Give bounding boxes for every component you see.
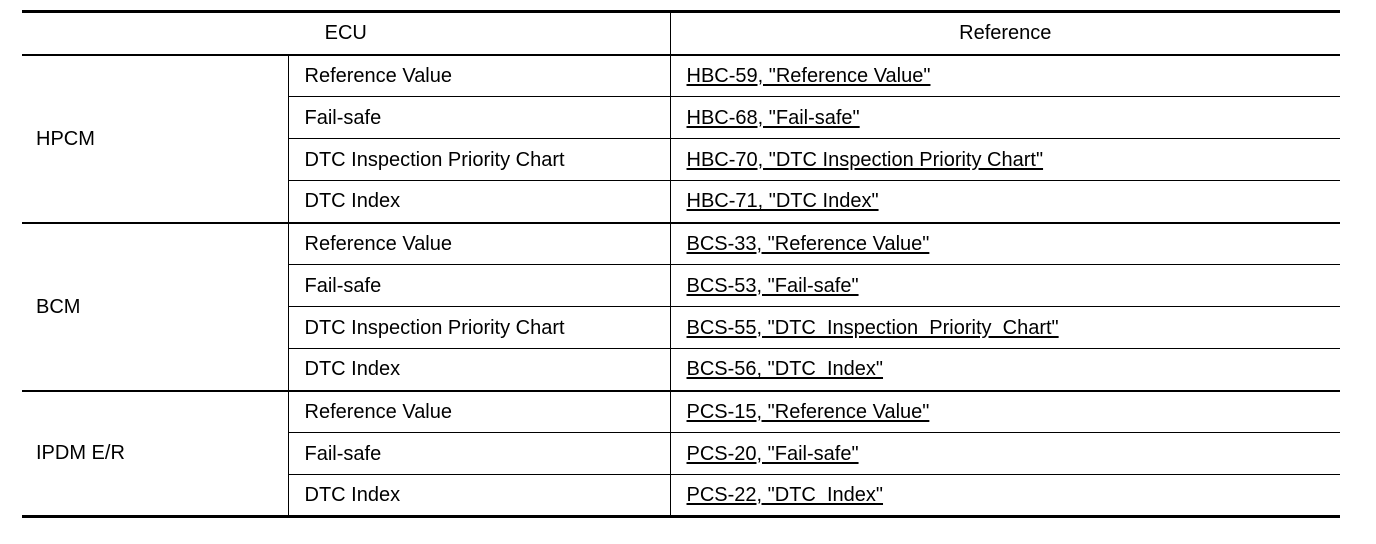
reference-cell — [670, 55, 1340, 97]
ecu-name-cell: HPCM — [22, 55, 288, 223]
reference-link[interactable]: BCS-33, "Reference Value" — [686, 232, 930, 255]
item-cell: DTC Inspection Priority Chart — [288, 307, 670, 349]
reference-cell — [670, 97, 1340, 139]
ecu-name-cell: BCM — [22, 223, 288, 391]
item-cell: Reference Value — [288, 55, 670, 97]
table-row — [22, 391, 1340, 433]
reference-cell — [670, 391, 1340, 433]
item-cell: DTC Index — [288, 349, 670, 391]
reference-cell — [670, 433, 1340, 475]
item-cell: Reference Value — [288, 391, 670, 433]
ecu-reference-table — [22, 10, 1340, 518]
reference-link[interactable]: HBC-68, "Fail-safe" — [686, 106, 860, 129]
reference-link[interactable]: BCS-55, "DTC_Inspection_Priority_Chart" — [686, 316, 1059, 339]
table-body — [22, 55, 1340, 517]
reference-cell — [670, 223, 1340, 265]
reference-link[interactable]: PCS-20, "Fail-safe" — [686, 442, 859, 465]
item-cell: Fail-safe — [288, 265, 670, 307]
item-cell: Fail-safe — [288, 97, 670, 139]
reference-cell — [670, 307, 1340, 349]
header-ecu: ECU — [22, 12, 670, 55]
reference-cell — [670, 349, 1340, 391]
reference-link[interactable]: HBC-71, "DTC Index" — [686, 190, 879, 213]
item-cell: DTC Inspection Priority Chart — [288, 139, 670, 181]
reference-cell — [670, 139, 1340, 181]
reference-cell — [670, 181, 1340, 223]
reference-link[interactable]: HBC-70, "DTC Inspection Priority Chart" — [686, 148, 1044, 171]
reference-link[interactable]: PCS-15, "Reference Value" — [686, 400, 930, 423]
ecu-name-cell: IPDM E/R — [22, 391, 288, 517]
reference-link[interactable]: BCS-56, "DTC_Index" — [686, 358, 884, 381]
reference-cell — [670, 265, 1340, 307]
item-cell: Fail-safe — [288, 433, 670, 475]
reference-link[interactable]: PCS-22, "DTC_Index" — [686, 484, 884, 506]
table-header-row — [22, 12, 1340, 55]
table-row — [22, 55, 1340, 97]
item-cell: Reference Value — [288, 223, 670, 265]
table-row — [22, 223, 1340, 265]
header-reference: Reference — [670, 12, 1340, 55]
item-cell: DTC Index — [288, 181, 670, 223]
reference-cell — [670, 475, 1340, 517]
item-cell: DTC Index — [288, 475, 670, 517]
reference-link[interactable]: HBC-59, "Reference Value" — [686, 64, 931, 87]
reference-link[interactable]: BCS-53, "Fail-safe" — [686, 274, 859, 297]
